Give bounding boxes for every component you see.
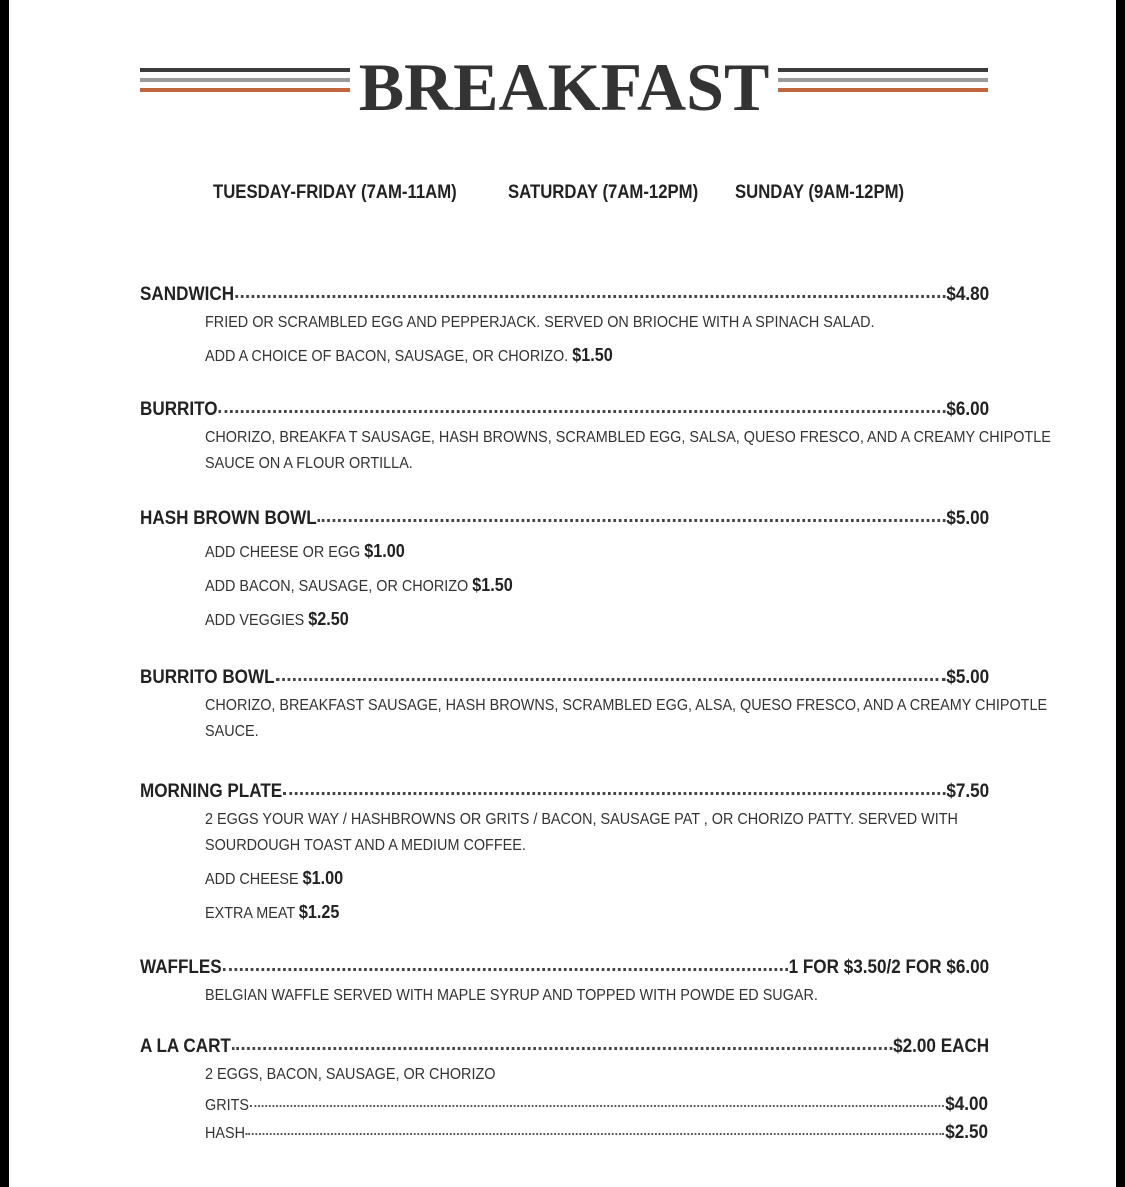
- item-name: SANDWICH: [140, 284, 235, 305]
- item-addon: [205, 572, 970, 600]
- item-description: BELGIAN WAFFLE SERVED WITH MAPLE SYRUP AND TOPPED WITH POWDE ED SUGAR.: [205, 987, 818, 1004]
- leader-dots: [232, 1046, 892, 1050]
- menu-item-a-la-cart: [140, 1036, 990, 1144]
- menu-item-burrito: [140, 399, 1051, 477]
- item-row: [140, 399, 989, 421]
- hours-sunday: SUNDAY (9AM-12PM): [735, 182, 905, 203]
- item-price: $4.80: [946, 284, 990, 305]
- addon-text: ADD A CHOICE OF BACON, SAUSAGE, OR CHORIZO.: [205, 348, 569, 365]
- leader-dots: [218, 409, 945, 413]
- addon-price: $1.00: [364, 541, 405, 561]
- item-name: BURRITO BOWL: [140, 667, 275, 688]
- item-addon: [205, 606, 970, 634]
- item-price: $6.00: [946, 399, 990, 420]
- hours-weekday: TUESDAY-FRIDAY (7AM-11AM): [213, 182, 457, 203]
- addon-price: $1.50: [472, 575, 513, 595]
- item-row: [140, 667, 989, 689]
- item-price: $2.00 EACH: [893, 1036, 990, 1057]
- addon-text: EXTRA MEAT: [205, 905, 295, 922]
- leader-dots: [223, 967, 788, 971]
- menu-item-sandwich: [140, 284, 990, 370]
- sub-item-hash: [205, 1122, 988, 1144]
- item-description: 2 EGGS, BACON, SAUSAGE, OR CHORIZO: [205, 1066, 496, 1083]
- item-addon: [205, 342, 970, 370]
- item-row: [140, 508, 989, 530]
- leader-dots: [250, 1104, 944, 1107]
- hours-bar: [9, 182, 1116, 212]
- item-row: [140, 284, 989, 306]
- menu-page: [9, 0, 1116, 1187]
- menu-header: [140, 49, 988, 125]
- item-name: BURRITO: [140, 399, 218, 420]
- sub-item-name: GRITS: [205, 1097, 250, 1114]
- item-description: CHORIZO, BREAKFAST SAUSAGE, HASH BROWNS, SCRAMBLED EGG, ALSA, QUESO FRESCO, AND A CREAMY CHIPOTLE: [205, 697, 1048, 714]
- leader-dots: [235, 294, 946, 298]
- item-price: $5.00: [946, 667, 990, 688]
- item-description-2: SAUCE.: [205, 723, 259, 740]
- item-description: 2 EGGS YOUR WAY / HASHBROWNS OR GRITS / BACON, SAUSAGE PAT , OR CHORIZO PATTY. SERVED WITH: [205, 811, 958, 828]
- page-title: BREAKFAST: [358, 49, 770, 125]
- addon-text: ADD VEGGIES: [205, 612, 305, 629]
- leader-dots: [275, 677, 945, 681]
- item-row: [140, 781, 989, 803]
- item-description-2: SOURDOUGH TOAST AND A MEDIUM COFFEE.: [205, 837, 526, 854]
- item-description-2: SAUCE ON A FLOUR ORTILLA.: [205, 455, 413, 472]
- addon-text: ADD BACON, SAUSAGE, OR CHORIZO: [205, 578, 469, 595]
- menu-item-burrito-bowl: [140, 667, 1048, 745]
- item-name: WAFFLES: [140, 957, 222, 978]
- item-price: $7.50: [946, 781, 990, 802]
- item-description: CHORIZO, BREAKFA T SAUSAGE, HASH BROWNS, SCRAMBLED EGG, SALSA, QUESO FRESCO, AND A CREAMY CHIPOTLE: [205, 429, 1051, 446]
- addon-price: $1.25: [298, 902, 340, 922]
- item-name: HASH BROWN BOWL: [140, 508, 317, 529]
- item-addon: [205, 865, 970, 893]
- addon-price: $1.50: [572, 345, 613, 365]
- addon-price: $2.50: [308, 609, 349, 629]
- sub-item-name: HASH: [205, 1125, 246, 1142]
- item-price: $5.00: [946, 508, 990, 529]
- addon-price: $1.00: [302, 868, 344, 888]
- item-addon: [205, 538, 970, 566]
- item-description: FRIED OR SCRAMBLED EGG AND PEPPERJACK. SERVED ON BRIOCHE WITH A SPINACH SALAD.: [205, 314, 875, 331]
- leader-dots: [283, 791, 945, 795]
- item-name: A LA CART: [140, 1036, 231, 1057]
- decorative-lines-right: [778, 68, 988, 98]
- item-row: [140, 1036, 989, 1058]
- addon-text: ADD CHEESE OR EGG: [205, 544, 361, 561]
- leader-dots: [318, 518, 946, 522]
- sub-item-grits: [205, 1094, 988, 1116]
- menu-item-waffles: [140, 957, 990, 1009]
- hours-saturday: SATURDAY (7AM-12PM): [508, 182, 699, 203]
- item-addon: [205, 899, 970, 927]
- item-price: 1 FOR $3.50/2 FOR $6.00: [788, 957, 990, 978]
- addon-text: ADD CHEESE: [205, 871, 299, 888]
- menu-item-morning-plate: [140, 781, 990, 927]
- item-row: [140, 957, 989, 979]
- sub-item-price: $4.00: [945, 1094, 988, 1115]
- sub-item-price: $2.50: [945, 1122, 988, 1143]
- menu-item-hash-brown-bowl: [140, 508, 990, 634]
- item-name: MORNING PLATE: [140, 781, 283, 802]
- leader-dots: [246, 1132, 944, 1135]
